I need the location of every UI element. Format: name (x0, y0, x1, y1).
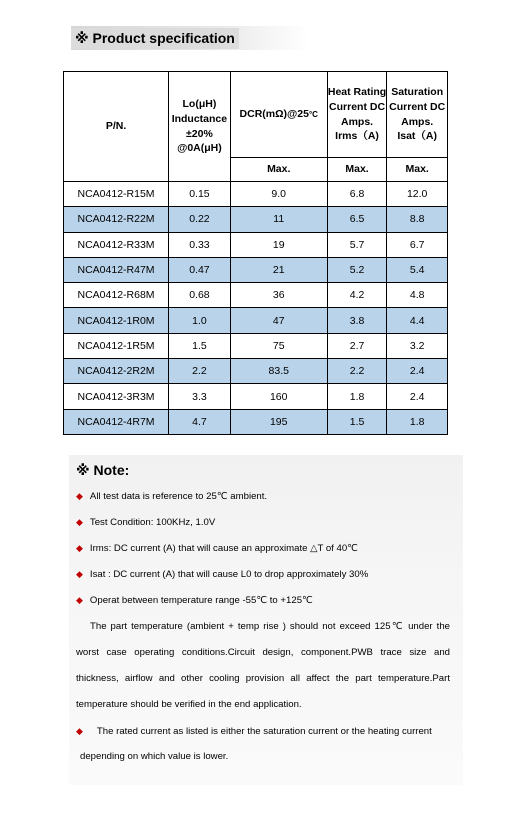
cell-part-number: NCA0412-3R3M (64, 384, 169, 409)
note-item-text: Irms: DC current (A) that will cause an approximate △T of 40℃ (89, 543, 358, 554)
cell-part-number: NCA0412-R47M (64, 257, 169, 282)
cell-dcr: 21 (230, 257, 327, 282)
cell-dcr: 83.5 (230, 359, 327, 384)
table-row (64, 308, 448, 333)
header-saturation (387, 72, 448, 158)
cell-irms: 6.5 (327, 207, 387, 232)
cell-irms: 3.8 (327, 308, 387, 333)
cell-irms: 1.5 (327, 409, 387, 434)
paragraph-line: The part temperature (ambient + temp rise ) should not exceed 125℃ under the (90, 621, 450, 632)
header-heat-rating (327, 72, 387, 158)
table-row (64, 257, 448, 282)
header-sat-line: Isat（A) (397, 130, 438, 143)
note-item-text: Isat : DC current (A) that will cause L0 to drop approximately 30% (89, 569, 369, 580)
cell-irms: 2.2 (327, 359, 387, 384)
table-row (64, 409, 448, 434)
diamond-bullet-icon: ◆ (76, 569, 83, 579)
paragraph-line: worst case operating conditions.Circuit design, component.PWB trace size and (76, 647, 450, 658)
cell-inductance: 0.68 (169, 283, 231, 308)
note-title: ※ Note: (76, 462, 130, 478)
header-heat-line: Heat Rating (327, 86, 387, 99)
note-item-text: All test data is reference to 25℃ ambient. (89, 491, 268, 502)
cell-isat: 12.0 (387, 182, 448, 207)
diamond-bullet-icon: ◆ (76, 726, 83, 736)
header-inductance-line: Lo(μH) (182, 98, 217, 111)
header-sat-line: Saturation (391, 86, 444, 99)
paragraph-line: thickness, airflow and other cooling provision all affect the part temperature.Part (76, 673, 450, 684)
cell-part-number: NCA0412-1R0M (64, 308, 169, 333)
header-heat-line: Amps. (340, 115, 374, 128)
cell-irms: 5.2 (327, 257, 387, 282)
table-row (64, 333, 448, 358)
cell-irms: 2.7 (327, 333, 387, 358)
cell-irms: 6.8 (327, 182, 387, 207)
cell-dcr: 195 (230, 409, 327, 434)
cell-irms: 5.7 (327, 232, 387, 257)
cell-part-number: NCA0412-R15M (64, 182, 169, 207)
diamond-bullet-icon: ◆ (76, 543, 83, 553)
table-row (64, 232, 448, 257)
note-item (76, 517, 215, 528)
section-title: ※ Product specification (71, 28, 239, 49)
header-heat-max: Max. (327, 158, 387, 182)
header-heat-line: Current DC (329, 100, 386, 113)
cell-inductance: 2.2 (169, 359, 231, 384)
cell-dcr: 47 (230, 308, 327, 333)
cell-dcr: 11 (230, 207, 327, 232)
product-spec-table (63, 71, 448, 435)
cell-inductance: 3.3 (169, 384, 231, 409)
diamond-bullet-icon: ◆ (76, 595, 83, 605)
note-item (76, 569, 368, 580)
cell-part-number: NCA0412-R68M (64, 283, 169, 308)
cell-isat: 4.8 (387, 283, 448, 308)
note-item (76, 543, 358, 554)
diamond-bullet-icon: ◆ (76, 491, 83, 501)
header-inductance-line: @0A(μH) (177, 142, 222, 155)
header-dcr (230, 72, 327, 158)
cell-irms: 4.2 (327, 283, 387, 308)
header-heat-line: Irms（A) (335, 130, 379, 143)
cell-isat: 3.2 (387, 333, 448, 358)
table-row (64, 384, 448, 409)
cell-isat: 5.4 (387, 257, 448, 282)
cell-part-number: NCA0412-R22M (64, 207, 169, 232)
cell-dcr: 75 (230, 333, 327, 358)
cell-part-number: NCA0412-4R7M (64, 409, 169, 434)
cell-inductance: 4.7 (169, 409, 231, 434)
table-body (64, 182, 448, 435)
paragraph-line: temperature should be verified in the end application. (76, 699, 302, 710)
note-final-item (76, 726, 450, 737)
cell-inductance: 0.33 (169, 232, 231, 257)
note-item-text: Test Condition: 100KHz, 1.0V (89, 517, 216, 528)
header-dcr-label: DCR(mΩ)@25 (239, 108, 309, 121)
cell-inductance: 0.15 (169, 182, 231, 207)
note-final-text: The rated current as listed is either the saturation current or the heating current (96, 726, 432, 737)
table-row (64, 359, 448, 384)
cell-dcr: 160 (230, 384, 327, 409)
cell-inductance: 0.22 (169, 207, 231, 232)
cell-inductance: 1.0 (169, 308, 231, 333)
table-row (64, 207, 448, 232)
note-item (76, 595, 313, 606)
cell-dcr: 36 (230, 283, 327, 308)
cell-inductance: 1.5 (169, 333, 231, 358)
cell-isat: 6.7 (387, 232, 448, 257)
header-dcr-unit: °C (308, 110, 318, 120)
section-title-bar (71, 26, 309, 50)
header-inductance-line: Inductance (171, 112, 228, 125)
cell-dcr: 9.0 (230, 182, 327, 207)
header-dcr-max: Max. (230, 158, 327, 182)
table-row (64, 182, 448, 207)
note-final-continuation: depending on which value is lower. (80, 751, 229, 762)
cell-inductance: 0.47 (169, 257, 231, 282)
cell-part-number: NCA0412-1R5M (64, 333, 169, 358)
header-sat-line: Current DC (389, 100, 446, 113)
header-inductance-line: ±20% (186, 127, 213, 140)
cell-irms: 1.8 (327, 384, 387, 409)
header-inductance (169, 72, 231, 182)
cell-isat: 2.4 (387, 384, 448, 409)
table-row (64, 283, 448, 308)
cell-part-number: NCA0412-2R2M (64, 359, 169, 384)
note-item (76, 491, 267, 502)
cell-dcr: 19 (230, 232, 327, 257)
header-sat-line: Amps. (401, 115, 434, 128)
diamond-bullet-icon: ◆ (76, 517, 83, 527)
header-pn: P/N. (64, 72, 169, 182)
cell-isat: 2.4 (387, 359, 448, 384)
cell-isat: 8.8 (387, 207, 448, 232)
cell-part-number: NCA0412-R33M (64, 232, 169, 257)
header-sat-max: Max. (387, 158, 448, 182)
cell-isat: 4.4 (387, 308, 448, 333)
note-item-text: Operat between temperature range -55℃ to +125℃ (89, 595, 313, 606)
cell-isat: 1.8 (387, 409, 448, 434)
